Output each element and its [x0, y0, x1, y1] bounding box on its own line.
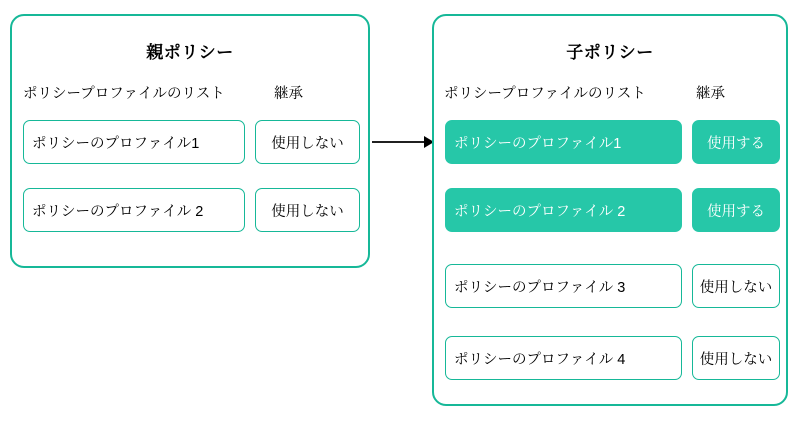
table-row	[12, 188, 368, 232]
arrow-right-icon	[372, 130, 434, 154]
parent-inherit-cell-1[interactable]: 使用しない	[255, 120, 360, 164]
parent-inherit-cell-2[interactable]: 使用しない	[255, 188, 360, 232]
child-inherit-cell-3[interactable]: 使用しない	[692, 264, 780, 308]
parent-profile-cell-2[interactable]: ポリシーのプロファイル 2	[23, 188, 245, 232]
table-row	[434, 264, 786, 308]
child-profile-cell-3[interactable]: ポリシーのプロファイル 3	[445, 264, 682, 308]
child-policy-title: 子ポリシー	[566, 43, 654, 62]
parent-policy-column-headers	[12, 82, 368, 104]
child-policy-inherit-header: 継承	[696, 86, 725, 102]
parent-profile-cell-1[interactable]: ポリシーのプロファイル1	[23, 120, 245, 164]
table-row	[12, 120, 368, 164]
parent-policy-title: 親ポリシー	[146, 43, 234, 62]
child-policy-list-header: ポリシープロファイルのリスト	[444, 86, 646, 102]
child-profile-cell-2[interactable]: ポリシーのプロファイル 2	[445, 188, 682, 232]
child-profile-cell-1[interactable]: ポリシーのプロファイル1	[445, 120, 682, 164]
parent-policy-panel	[10, 14, 370, 268]
child-inherit-cell-4[interactable]: 使用しない	[692, 336, 780, 380]
child-policy-column-headers	[434, 82, 786, 104]
table-row	[434, 336, 786, 380]
child-policy-panel	[432, 14, 788, 406]
parent-policy-list-header: ポリシープロファイルのリスト	[23, 86, 225, 102]
child-profile-cell-4[interactable]: ポリシーのプロファイル 4	[445, 336, 682, 380]
parent-policy-inherit-header: 継承	[274, 86, 303, 102]
table-row	[434, 120, 786, 164]
child-inherit-cell-1[interactable]: 使用する	[692, 120, 780, 164]
child-inherit-cell-2[interactable]: 使用する	[692, 188, 780, 232]
table-row	[434, 188, 786, 232]
